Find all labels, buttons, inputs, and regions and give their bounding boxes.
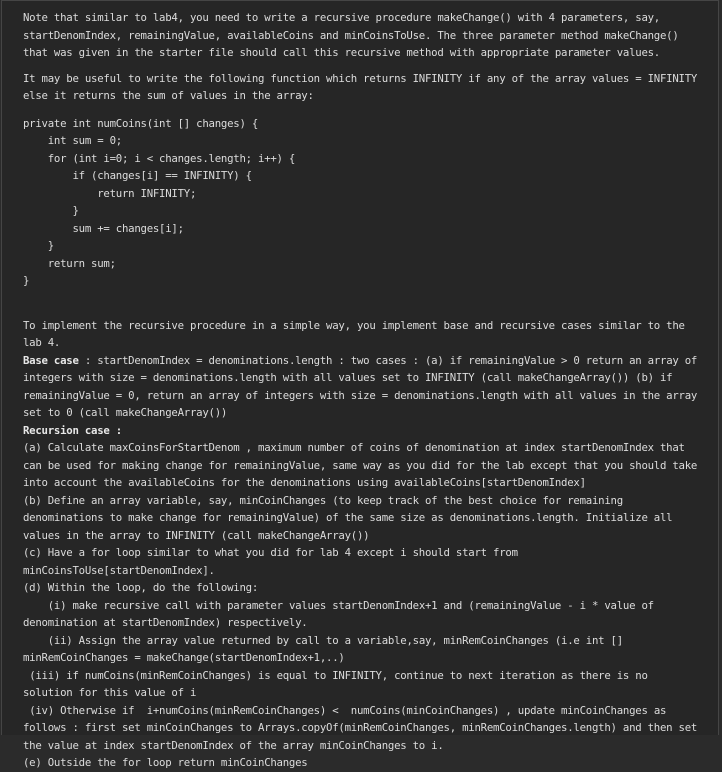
code-line: }: [23, 239, 54, 252]
recursion-step-d: (d) Within the loop, do the following:: [23, 581, 259, 594]
intro-paragraph: Note that similar to lab4, you need to write a recursive procedure makeChange() with 4 parameters, say, startDenomIndex, remainingValue, availableCoins and minCoinsToUse. The three parameter method makeChange() that was given in the starter file should call this recursive method with appropriate parameter values.: [23, 11, 679, 59]
assignment-text-panel: [1, 0, 719, 769]
helper-paragraph: It may be useful to write the following function which returns INFINITY if any of the array values = INFINITY else it returns the sum of values in the array:: [23, 71, 698, 102]
implement-paragraph: To implement the recursive procedure in a simple way, you implement base and recursive cases similar to the lab 4.: [23, 318, 685, 349]
recursion-case-label: Recursion case :: [23, 423, 122, 437]
recursion-step-d-i: (i) make recursive call with parameter values startDenomIndex+1 and (remainingValue - i * value of denomination at startDenomIndex) respectively.: [23, 598, 661, 629]
recursion-step-a: (a) Calculate maxCoinsForStartDenom , maximum number of coins of denomination at index startDenomIndex that can be used for making change for remainingValue, same way as you did for the lab except that you should take into account the availableCoins for the denominations using availableCoins[startDenomIndex]: [23, 441, 698, 489]
code-line: }: [23, 274, 30, 287]
recursion-step-e: (e) Outside the for loop return minCoinChanges: [23, 756, 308, 769]
code-line: int sum = 0;: [23, 134, 122, 147]
recursion-step-c: (c) Have a for loop similar to what you did for lab 4 except i should start from minCoinsToUse[startDenomIndex].: [23, 546, 518, 577]
code-line: sum += changes[i];: [23, 221, 184, 235]
numcoins-code-block: [23, 115, 698, 290]
code-line: for (int i=0; i < changes.length; i++) {: [23, 151, 296, 165]
base-case-label: Base case: [23, 353, 79, 367]
code-line: }: [23, 204, 79, 217]
code-line: if (changes[i] == INFINITY) {: [23, 169, 252, 182]
recursion-step-b: (b) Define an array variable, say, minCoinChanges (to keep track of the best choice for remaining denominations to make change for remainingValue) of the same size as denominations.length. Initialize all values in the array to INFINITY (call makeChangeArray()): [23, 493, 673, 542]
code-line: return sum;: [23, 256, 116, 270]
code-line: private int numCoins(int [] changes) {: [23, 116, 259, 130]
code-line: return INFINITY;: [23, 186, 197, 200]
base-case-paragraph: [23, 352, 698, 422]
recursion-step-d-iv: (iv) Otherwise if i+numCoins(minRemCoinChanges) < numCoins(minCoinChanges) , update minCoinChanges as follows : first set minCoinChanges to Arrays.copyOf(minRemCoinChanges, minRemCoinChanges.length) and then set the value at index startDenomIndex of the array minCoinChanges to i.: [23, 703, 704, 752]
recursion-step-d-ii: (ii) Assign the array value returned by call to a variable,say, minRemCoinChanges (i.e int [] minRemCoinChanges = makeChange(startDenomIndex+1,..): [23, 633, 630, 664]
base-case-text: : startDenomIndex = denominations.length : two cases : (a) if remainingValue > 0 return an array of integers with size = denominations.length with all values set to INFINITY (call makeChangeArray()) (b) if remainingValue = 0, return an array of integers with size = denominations.length with all values in the array set to 0 (call makeChangeArray()): [23, 353, 698, 419]
recursion-step-d-iii: (iii) if numCoins(minRemCoinChanges) is equal to INFINITY, continue to next iteration as there is no solution for this value of i: [23, 668, 654, 699]
